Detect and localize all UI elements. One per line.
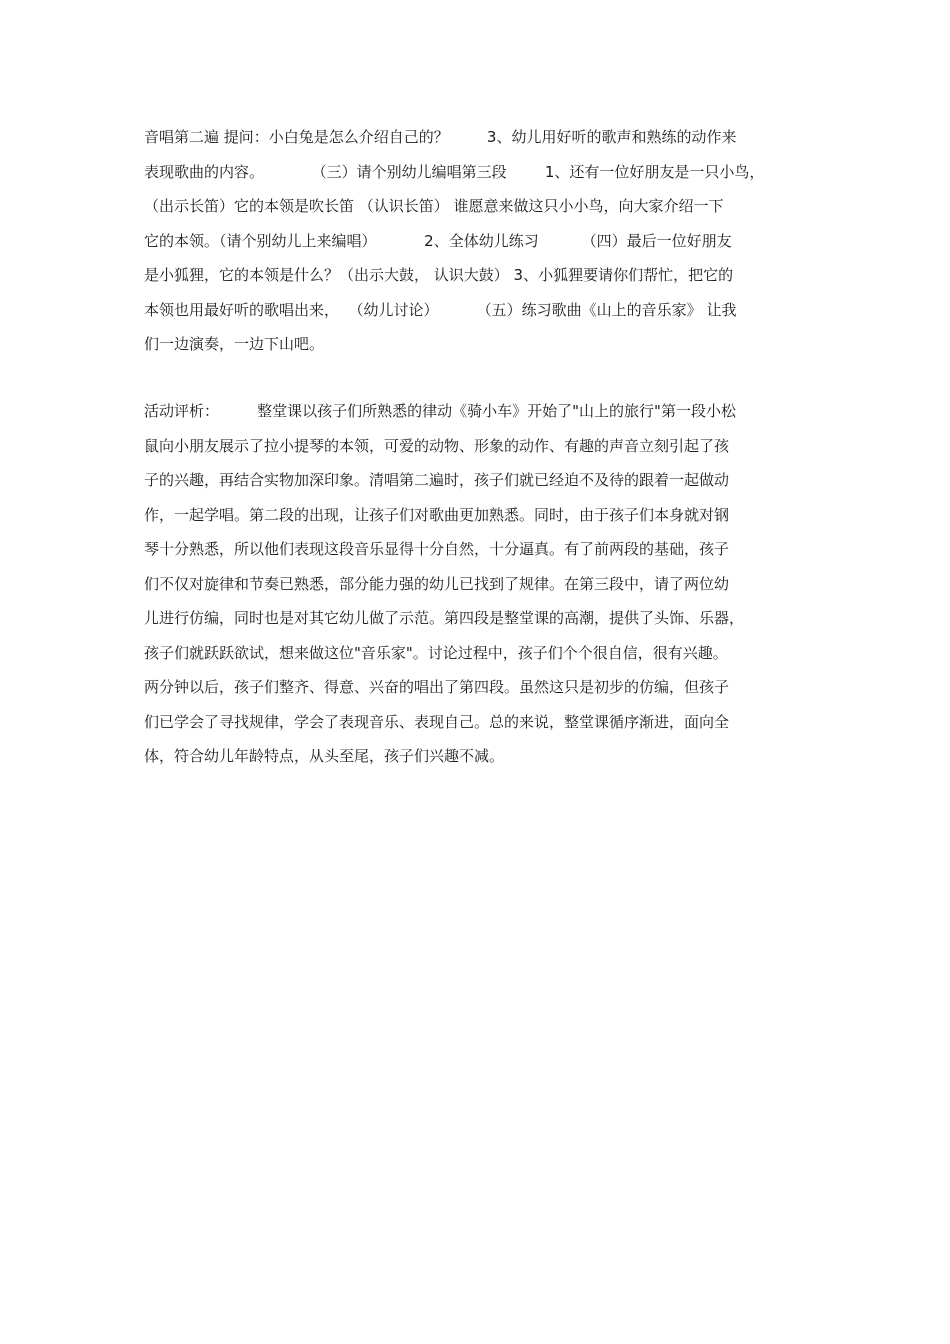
activity-evaluation-paragraph: [144, 394, 824, 774]
lesson-steps-paragraph: [144, 120, 824, 362]
text-line: 体，符合幼儿年龄特点，从头至尾，孩子们兴趣不减。: [144, 747, 505, 765]
text-line: 们不仅对旋律和节奏已熟悉，部分能力强的幼儿已找到了规律。在第三段中，请了两位幼: [144, 574, 730, 593]
text-line: 琴十分熟悉，所以他们表现这段音乐显得十分自然，十分逼真。有了前两段的基础，孩子: [144, 540, 730, 558]
text-line: 儿进行仿编，同时也是对其它幼儿做了示范。第四段是整堂课的高潮，提供了头饰、乐器，: [144, 609, 745, 627]
text-line: 表现歌曲的内容。 （三）请个别幼儿编唱第三段 1、还有一位好朋友是一只小鸟，: [144, 162, 765, 181]
text-line: 作，一起学唱。第二段的出现，让孩子们对歌曲更加熟悉。同时，由于孩子们本身就对钢: [144, 505, 730, 524]
text-line: 们一边演奏，一边下山吧。: [144, 335, 325, 353]
text-line: 们已学会了寻找规律，学会了表现音乐、表现自己。总的来说，整堂课循序渐进，面向全: [144, 712, 730, 731]
text-line: 孩子们就跃跃欲试，想来做这位"音乐家"。讨论过程中，孩子们个个很自信，很有兴趣。: [144, 643, 728, 662]
text-line: 本领也用最好听的歌唱出来， （幼儿讨论） （五）练习歌曲《山上的音乐家》 让我: [144, 300, 737, 319]
text-line: 子的兴趣，再结合实物加深印象。清唱第二遍时，孩子们就已经迫不及待的跟着一起做动: [144, 471, 730, 489]
text-line: 活动评析： 整堂课以孩子们所熟悉的律动《骑小车》开始了"山上的旅行"第一段小松: [144, 402, 736, 420]
text-line: 两分钟以后，孩子们整齐、得意、兴奋的唱出了第四段。虽然这只是初步的仿编，但孩子: [144, 678, 730, 696]
text-line: 它的本领。（请个别幼儿上来编唱） 2、全体幼儿练习 （四）最后一位好朋友: [144, 231, 732, 250]
text-line: （出示长笛）它的本领是吹长笛 （认识长笛） 谁愿意来做这只小小鸟，向大家介绍一下: [144, 197, 724, 215]
text-line: 鼠向小朋友展示了拉小提琴的本领，可爱的动物、形象的动作、有趣的声音立刻引起了孩: [144, 436, 730, 455]
text-line: 音唱第二遍 提问：小白兔是怎么介绍自己的？ 3、幼儿用好听的歌声和熟练的动作来: [144, 128, 737, 146]
text-line: 是小狐狸，它的本领是什么？（出示大鼓， 认识大鼓） 3、小狐狸要请你们帮忙，把它的: [144, 266, 734, 284]
